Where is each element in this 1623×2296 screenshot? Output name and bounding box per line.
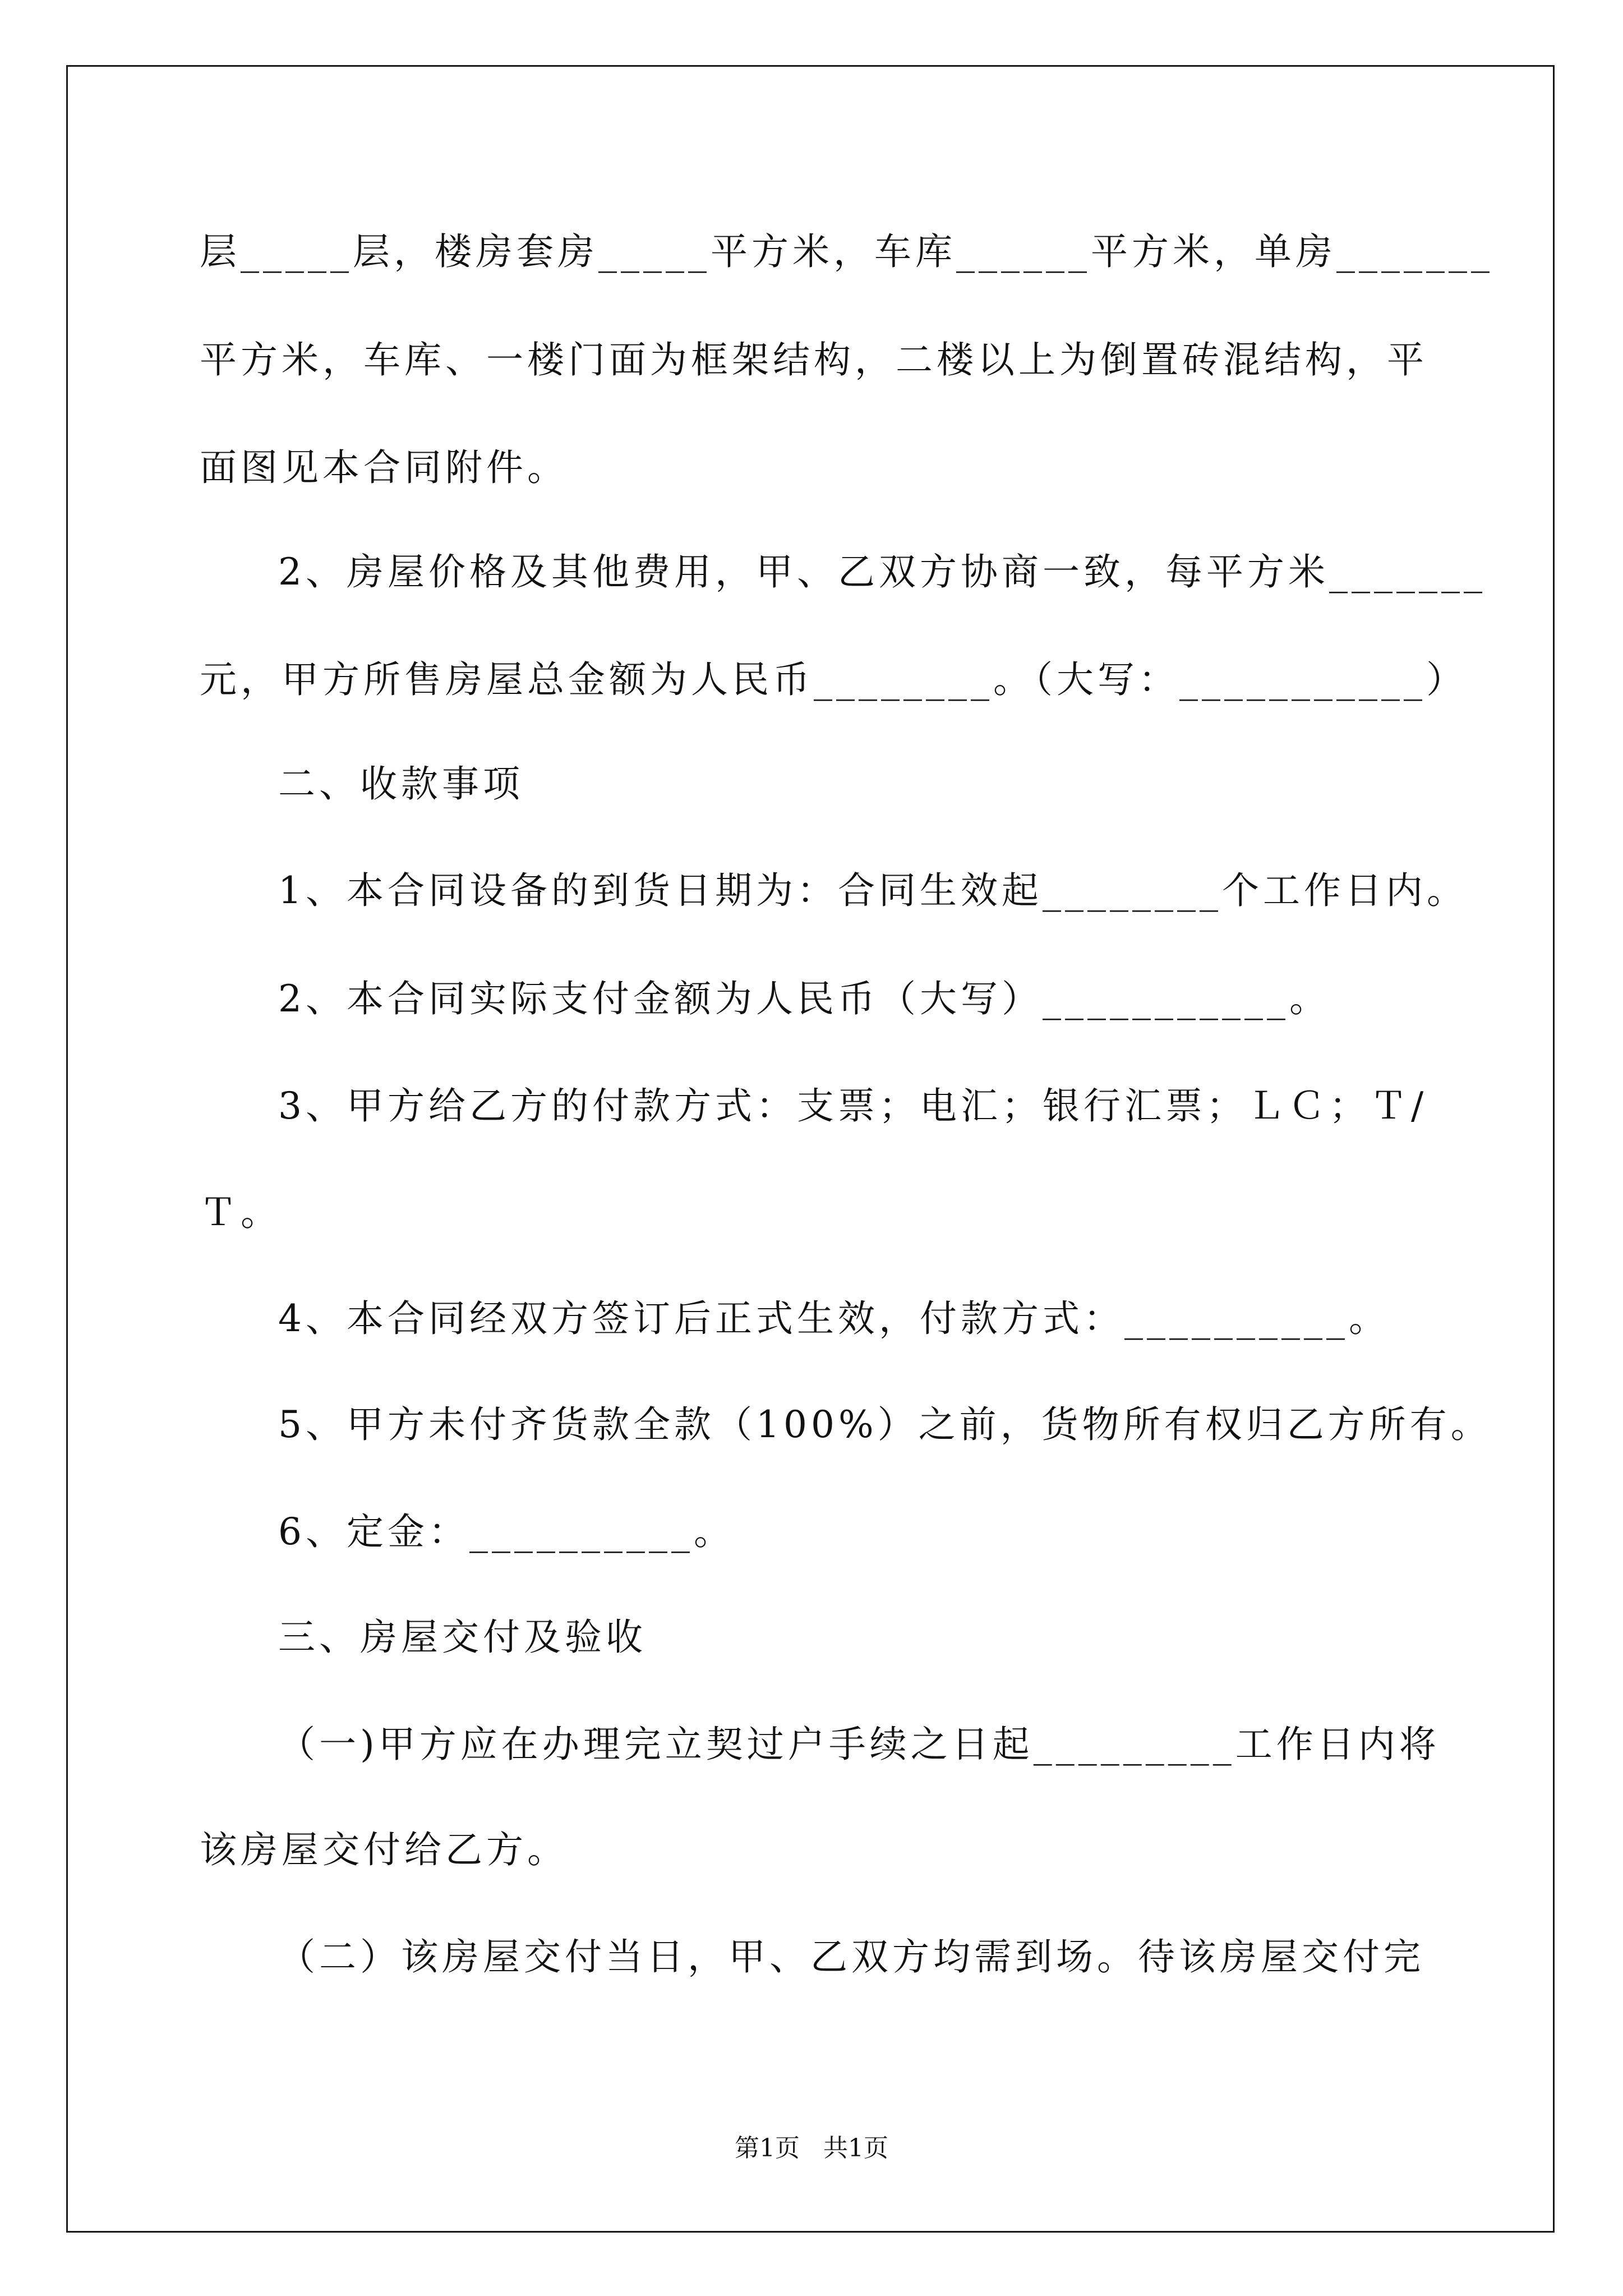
text-line-15: （一)甲方应在办理完立契过户手续之日起_________工作日内将: [278, 1723, 1440, 1766]
text-line-11: 4、本合同经双方签订后正式生效，付款方式：__________。: [278, 1297, 1390, 1340]
page-border: [66, 65, 1555, 2233]
text-line-10: Ｔ。: [200, 1191, 282, 1234]
text-line-13: 6、定金：__________。: [278, 1510, 735, 1553]
text-line-8: 2、本合同实际支付金额为人民币（大写）___________。: [278, 977, 1330, 1020]
text-line-9: 3、甲方给乙方的付款方式：支票；电汇；银行汇票；ＬＣ；Ｔ/: [278, 1084, 1428, 1128]
text-line-16: 该房屋交付给乙方。: [200, 1828, 568, 1871]
text-line-17: （二）该房屋交付当日，甲、乙双方均需到场。待该房屋交付完: [278, 1935, 1424, 1978]
text-line-2: 平方米，车库、一楼门面为框架结构，二楼以上为倒置砖混结构，平: [200, 338, 1428, 381]
page-number-footer: 第1页 共1页: [735, 2134, 888, 2162]
section-heading-payment: 二、收款事项: [278, 762, 524, 806]
text-line-3: 面图见本合同附件。: [200, 446, 568, 489]
text-line-12: 5、甲方未付齐货款全款（100%）之前，货物所有权归乙方所有。: [278, 1403, 1492, 1446]
section-heading-delivery: 三、房屋交付及验收: [278, 1616, 647, 1659]
text-line-7: 1、本合同设备的到货日期为：合同生效起________个工作日内。: [278, 869, 1468, 912]
text-line-4: 2、房屋价格及其他费用，甲、乙双方协商一致，每平方米_______: [278, 550, 1486, 593]
text-line-1: 层_____层，楼房套房_____平方米，车库______平方米，单房_______: [200, 230, 1493, 273]
text-line-5: 元，甲方所售房屋总金额为人民币________。（大写：___________）: [200, 658, 1467, 701]
